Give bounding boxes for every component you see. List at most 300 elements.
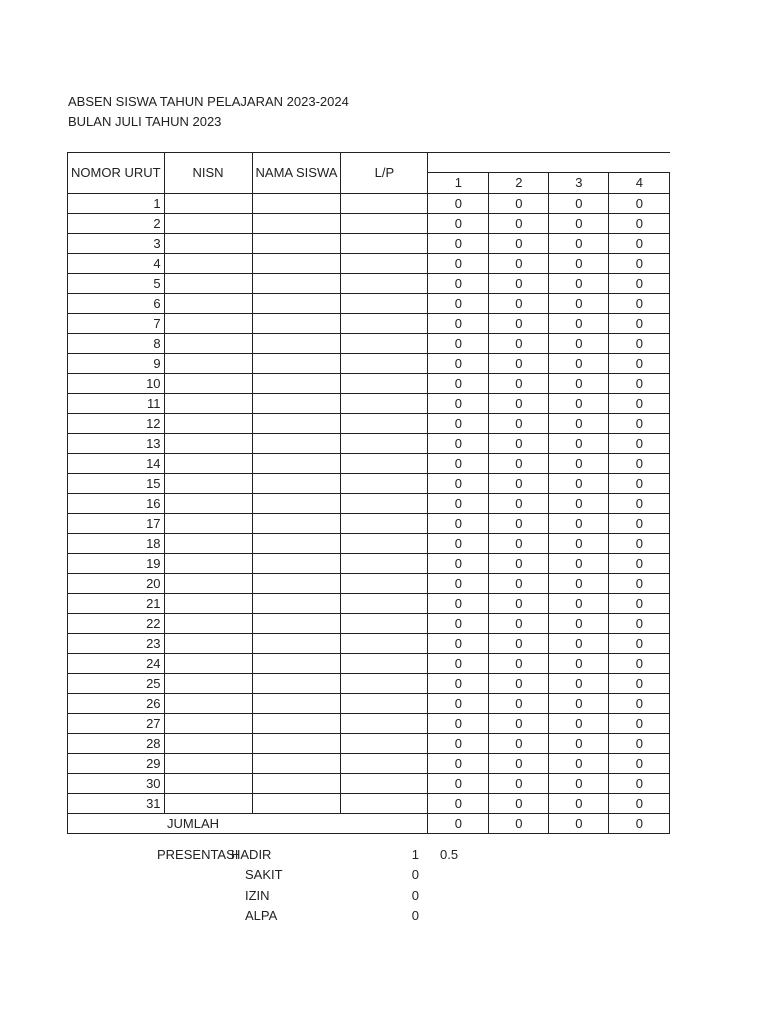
day-value-cell: 0 xyxy=(609,593,670,613)
day-value-cell: 0 xyxy=(609,193,670,213)
presentasi-label: PRESENTASI xyxy=(157,847,239,862)
lp-cell xyxy=(341,313,428,333)
table-row xyxy=(68,753,670,773)
nisn-cell xyxy=(164,613,252,633)
day-value-cell: 0 xyxy=(609,393,670,413)
day-value-cell: 0 xyxy=(609,213,670,233)
row-number: 8 xyxy=(68,333,165,353)
hadir-label: HADIR xyxy=(231,847,272,862)
day-value-cell: 0 xyxy=(428,353,489,373)
lp-cell xyxy=(341,453,428,473)
nama-siswa-cell xyxy=(252,473,341,493)
nama-siswa-cell xyxy=(252,513,341,533)
day-value-cell: 0 xyxy=(428,773,489,793)
nisn-cell xyxy=(164,293,252,313)
day-value-cell: 0 xyxy=(609,573,670,593)
lp-cell xyxy=(341,353,428,373)
table-row xyxy=(68,653,670,673)
nisn-cell xyxy=(164,533,252,553)
day-value-cell: 0 xyxy=(549,333,609,353)
lp-cell xyxy=(341,413,428,433)
nisn-cell xyxy=(164,673,252,693)
lp-cell xyxy=(341,373,428,393)
day-value-cell: 0 xyxy=(428,633,489,653)
row-number: 16 xyxy=(68,493,165,513)
day-value-cell: 0 xyxy=(549,533,609,553)
alpa-label: ALPA xyxy=(245,908,278,923)
nama-siswa-cell xyxy=(252,413,341,433)
day-value-cell: 0 xyxy=(549,633,609,653)
document-subtitle: BULAN JULI TAHUN 2023 xyxy=(68,114,222,129)
lp-cell xyxy=(341,333,428,353)
row-number: 20 xyxy=(68,573,165,593)
table-row xyxy=(68,573,670,593)
row-number: 27 xyxy=(68,713,165,733)
table-row xyxy=(68,373,670,393)
jumlah-row xyxy=(68,813,670,833)
day-value-cell: 0 xyxy=(609,693,670,713)
row-number: 28 xyxy=(68,733,165,753)
jumlah-spacer xyxy=(68,813,165,833)
table-row xyxy=(68,613,670,633)
table-row xyxy=(68,473,670,493)
table-row xyxy=(68,793,670,813)
table-row xyxy=(68,533,670,553)
day-value-cell: 0 xyxy=(428,733,489,753)
day-value-cell: 0 xyxy=(428,653,489,673)
document-title: ABSEN SISWA TAHUN PELAJARAN 2023-2024 xyxy=(68,94,349,109)
day-value-cell: 0 xyxy=(609,413,670,433)
day-value-cell: 0 xyxy=(609,673,670,693)
day-value-cell: 0 xyxy=(489,633,549,653)
day-value-cell: 0 xyxy=(549,353,609,373)
lp-cell xyxy=(341,213,428,233)
day-value-cell: 0 xyxy=(428,573,489,593)
day-value-cell: 0 xyxy=(489,313,549,333)
day-value-cell: 0 xyxy=(609,333,670,353)
row-number: 11 xyxy=(68,393,165,413)
nisn-cell xyxy=(164,593,252,613)
lp-cell xyxy=(341,613,428,633)
day-value-cell: 0 xyxy=(609,633,670,653)
day-value-cell: 0 xyxy=(428,393,489,413)
hadir-value: 1 xyxy=(411,847,419,862)
sakit-value: 0 xyxy=(411,867,419,882)
day-value-cell: 0 xyxy=(428,713,489,733)
lp-cell xyxy=(341,673,428,693)
lp-cell xyxy=(341,713,428,733)
day-value-cell: 0 xyxy=(428,433,489,453)
table-row xyxy=(68,233,670,253)
izin-value: 0 xyxy=(411,888,419,903)
lp-cell xyxy=(341,513,428,533)
row-number: 23 xyxy=(68,633,165,653)
nisn-cell xyxy=(164,633,252,653)
day-value-cell: 0 xyxy=(609,433,670,453)
day-value-cell: 0 xyxy=(609,273,670,293)
nisn-cell xyxy=(164,313,252,333)
nama-siswa-cell xyxy=(252,553,341,573)
row-number: 13 xyxy=(68,433,165,453)
day-value-cell: 0 xyxy=(489,253,549,273)
day-value-cell: 0 xyxy=(609,713,670,733)
day-value-cell: 0 xyxy=(549,613,609,633)
nisn-cell xyxy=(164,653,252,673)
day-value-cell: 0 xyxy=(549,213,609,233)
day-value-cell: 0 xyxy=(489,793,549,813)
day-value-cell: 0 xyxy=(428,313,489,333)
day-value-cell: 0 xyxy=(489,593,549,613)
jumlah-value: 0 xyxy=(428,813,489,833)
table-row xyxy=(68,633,670,653)
header-lp: L/P xyxy=(341,153,428,194)
day-value-cell: 0 xyxy=(489,753,549,773)
row-number: 22 xyxy=(68,613,165,633)
nisn-cell xyxy=(164,453,252,473)
day-value-cell: 0 xyxy=(489,453,549,473)
nisn-cell xyxy=(164,773,252,793)
day-value-cell: 0 xyxy=(609,233,670,253)
jumlah-value: 0 xyxy=(489,813,549,833)
sakit-label: SAKIT xyxy=(245,867,283,882)
day-value-cell: 0 xyxy=(489,533,549,553)
day-value-cell: 0 xyxy=(428,193,489,213)
row-number: 2 xyxy=(68,213,165,233)
table-row xyxy=(68,673,670,693)
nama-siswa-cell xyxy=(252,253,341,273)
nama-siswa-cell xyxy=(252,213,341,233)
day-value-cell: 0 xyxy=(549,713,609,733)
day-value-cell: 0 xyxy=(428,213,489,233)
nama-siswa-cell xyxy=(252,533,341,553)
nama-siswa-cell xyxy=(252,233,341,253)
nama-siswa-cell xyxy=(252,313,341,333)
header-nama-siswa: NAMA SISWA xyxy=(252,153,341,194)
day-value-cell: 0 xyxy=(428,253,489,273)
day-header: 3 xyxy=(549,173,609,193)
day-value-cell: 0 xyxy=(489,353,549,373)
day-value-cell: 0 xyxy=(549,773,609,793)
row-number: 24 xyxy=(68,653,165,673)
day-value-cell: 0 xyxy=(489,553,549,573)
day-value-cell: 0 xyxy=(549,473,609,493)
day-value-cell: 0 xyxy=(549,653,609,673)
day-value-cell: 0 xyxy=(549,293,609,313)
day-value-cell: 0 xyxy=(428,373,489,393)
day-value-cell: 0 xyxy=(428,613,489,633)
nama-siswa-cell xyxy=(252,733,341,753)
table-row xyxy=(68,733,670,753)
lp-cell xyxy=(341,733,428,753)
day-value-cell: 0 xyxy=(428,533,489,553)
row-number: 9 xyxy=(68,353,165,373)
day-value-cell: 0 xyxy=(428,553,489,573)
nama-siswa-cell xyxy=(252,673,341,693)
lp-cell xyxy=(341,593,428,613)
day-value-cell: 0 xyxy=(549,373,609,393)
nama-siswa-cell xyxy=(252,773,341,793)
nama-siswa-cell xyxy=(252,393,341,413)
nisn-cell xyxy=(164,473,252,493)
nisn-cell xyxy=(164,553,252,573)
day-value-cell: 0 xyxy=(489,213,549,233)
day-value-cell: 0 xyxy=(609,293,670,313)
day-value-cell: 0 xyxy=(549,573,609,593)
nisn-cell xyxy=(164,253,252,273)
day-value-cell: 0 xyxy=(428,693,489,713)
lp-cell xyxy=(341,533,428,553)
day-value-cell: 0 xyxy=(489,513,549,533)
day-value-cell: 0 xyxy=(549,593,609,613)
row-number: 18 xyxy=(68,533,165,553)
izin-label: IZIN xyxy=(245,888,270,903)
day-value-cell: 0 xyxy=(489,673,549,693)
nama-siswa-cell xyxy=(252,353,341,373)
nama-siswa-cell xyxy=(252,753,341,773)
nisn-cell xyxy=(164,713,252,733)
day-value-cell: 0 xyxy=(609,773,670,793)
lp-cell xyxy=(341,553,428,573)
lp-cell xyxy=(341,233,428,253)
table-row xyxy=(68,713,670,733)
day-value-cell: 0 xyxy=(609,653,670,673)
day-value-cell: 0 xyxy=(428,513,489,533)
lp-cell xyxy=(341,693,428,713)
day-value-cell: 0 xyxy=(549,253,609,273)
nisn-cell xyxy=(164,413,252,433)
day-value-cell: 0 xyxy=(549,453,609,473)
nisn-cell xyxy=(164,353,252,373)
day-value-cell: 0 xyxy=(489,613,549,633)
day-value-cell: 0 xyxy=(549,753,609,773)
day-value-cell: 0 xyxy=(609,253,670,273)
day-value-cell: 0 xyxy=(489,273,549,293)
nama-siswa-cell xyxy=(252,573,341,593)
row-number: 15 xyxy=(68,473,165,493)
table-row xyxy=(68,413,670,433)
day-value-cell: 0 xyxy=(489,373,549,393)
table-row xyxy=(68,453,670,473)
lp-cell xyxy=(341,473,428,493)
nama-siswa-cell xyxy=(252,593,341,613)
table-row xyxy=(68,353,670,373)
day-value-cell: 0 xyxy=(428,413,489,433)
day-value-cell: 0 xyxy=(609,533,670,553)
day-value-cell: 0 xyxy=(428,593,489,613)
nama-siswa-cell xyxy=(252,633,341,653)
row-number: 26 xyxy=(68,693,165,713)
row-number: 5 xyxy=(68,273,165,293)
lp-cell xyxy=(341,753,428,773)
table-row xyxy=(68,273,670,293)
row-number: 6 xyxy=(68,293,165,313)
day-value-cell: 0 xyxy=(549,393,609,413)
table-row xyxy=(68,593,670,613)
day-value-cell: 0 xyxy=(609,753,670,773)
day-value-cell: 0 xyxy=(428,273,489,293)
day-value-cell: 0 xyxy=(549,273,609,293)
day-value-cell: 0 xyxy=(489,393,549,413)
day-value-cell: 0 xyxy=(428,473,489,493)
nisn-cell xyxy=(164,753,252,773)
day-value-cell: 0 xyxy=(609,313,670,333)
row-number: 17 xyxy=(68,513,165,533)
row-number: 12 xyxy=(68,413,165,433)
day-value-cell: 0 xyxy=(549,673,609,693)
nisn-cell xyxy=(164,693,252,713)
day-value-cell: 0 xyxy=(489,653,549,673)
nama-siswa-cell xyxy=(252,493,341,513)
header-nisn: NISN xyxy=(164,153,252,194)
row-number: 4 xyxy=(68,253,165,273)
day-value-cell: 0 xyxy=(489,333,549,353)
lp-cell xyxy=(341,653,428,673)
row-number: 31 xyxy=(68,793,165,813)
day-value-cell: 0 xyxy=(549,413,609,433)
nisn-cell xyxy=(164,393,252,413)
day-value-cell: 0 xyxy=(549,433,609,453)
row-number: 10 xyxy=(68,373,165,393)
nama-siswa-cell xyxy=(252,453,341,473)
table-row xyxy=(68,493,670,513)
day-value-cell: 0 xyxy=(489,493,549,513)
table-row xyxy=(68,773,670,793)
lp-cell xyxy=(341,393,428,413)
lp-cell xyxy=(341,633,428,653)
day-value-cell: 0 xyxy=(549,493,609,513)
day-value-cell: 0 xyxy=(489,693,549,713)
nama-siswa-cell xyxy=(252,613,341,633)
lp-cell xyxy=(341,293,428,313)
row-number: 25 xyxy=(68,673,165,693)
day-value-cell: 0 xyxy=(549,193,609,213)
row-number: 1 xyxy=(68,193,165,213)
jumlah-value: 0 xyxy=(609,813,670,833)
day-value-cell: 0 xyxy=(609,613,670,633)
day-value-cell: 0 xyxy=(489,193,549,213)
table-row xyxy=(68,433,670,453)
nama-siswa-cell xyxy=(252,193,341,213)
day-value-cell: 0 xyxy=(609,453,670,473)
nisn-cell xyxy=(164,333,252,353)
jumlah-value: 0 xyxy=(549,813,609,833)
table-row xyxy=(68,333,670,353)
day-header: 1 xyxy=(428,173,489,193)
day-value-cell: 0 xyxy=(489,433,549,453)
nisn-cell xyxy=(164,373,252,393)
nama-siswa-cell xyxy=(252,373,341,393)
day-value-cell: 0 xyxy=(609,493,670,513)
jumlah-label: JUMLAH xyxy=(164,813,428,833)
lp-cell xyxy=(341,433,428,453)
nisn-cell xyxy=(164,273,252,293)
table-row xyxy=(68,393,670,413)
row-number: 3 xyxy=(68,233,165,253)
day-value-cell: 0 xyxy=(489,233,549,253)
day-value-cell: 0 xyxy=(609,353,670,373)
table-row xyxy=(68,693,670,713)
day-header: 4 xyxy=(609,173,670,193)
day-value-cell: 0 xyxy=(428,333,489,353)
nisn-cell xyxy=(164,213,252,233)
day-value-cell: 0 xyxy=(428,233,489,253)
nama-siswa-cell xyxy=(252,693,341,713)
nama-siswa-cell xyxy=(252,793,341,813)
nama-siswa-cell xyxy=(252,273,341,293)
day-value-cell: 0 xyxy=(489,413,549,433)
nama-siswa-cell xyxy=(252,653,341,673)
day-value-cell: 0 xyxy=(489,573,549,593)
lp-cell xyxy=(341,773,428,793)
table-row xyxy=(68,193,670,213)
day-value-cell: 0 xyxy=(609,473,670,493)
day-value-cell: 0 xyxy=(549,693,609,713)
nisn-cell xyxy=(164,493,252,513)
row-number: 7 xyxy=(68,313,165,333)
table-row xyxy=(68,293,670,313)
lp-cell xyxy=(341,253,428,273)
table-row xyxy=(68,313,670,333)
day-value-cell: 0 xyxy=(428,793,489,813)
hadir-extra-value: 0.5 xyxy=(440,847,459,862)
row-number: 29 xyxy=(68,753,165,773)
row-number: 14 xyxy=(68,453,165,473)
day-value-cell: 0 xyxy=(609,373,670,393)
lp-cell xyxy=(341,573,428,593)
day-value-cell: 0 xyxy=(428,673,489,693)
nisn-cell xyxy=(164,793,252,813)
nisn-cell xyxy=(164,733,252,753)
table-row xyxy=(68,213,670,233)
lp-cell xyxy=(341,793,428,813)
lp-cell xyxy=(341,493,428,513)
day-value-cell: 0 xyxy=(609,733,670,753)
nisn-cell xyxy=(164,573,252,593)
table-row xyxy=(68,253,670,273)
row-number: 30 xyxy=(68,773,165,793)
day-value-cell: 0 xyxy=(428,753,489,773)
alpa-value: 0 xyxy=(411,908,419,923)
nama-siswa-cell xyxy=(252,333,341,353)
nisn-cell xyxy=(164,513,252,533)
day-value-cell: 0 xyxy=(489,733,549,753)
day-value-cell: 0 xyxy=(489,713,549,733)
attendance-table xyxy=(67,152,670,834)
header-days-group xyxy=(428,153,670,173)
day-value-cell: 0 xyxy=(489,293,549,313)
nama-siswa-cell xyxy=(252,433,341,453)
nama-siswa-cell xyxy=(252,713,341,733)
table-row xyxy=(68,513,670,533)
row-number: 19 xyxy=(68,553,165,573)
day-value-cell: 0 xyxy=(428,453,489,473)
day-value-cell: 0 xyxy=(549,313,609,333)
day-value-cell: 0 xyxy=(489,473,549,493)
header-nomor-urut: NOMOR URUT xyxy=(68,153,165,194)
nama-siswa-cell xyxy=(252,293,341,313)
lp-cell xyxy=(341,273,428,293)
nisn-cell xyxy=(164,193,252,213)
row-number: 21 xyxy=(68,593,165,613)
day-header: 2 xyxy=(489,173,549,193)
day-value-cell: 0 xyxy=(609,793,670,813)
day-value-cell: 0 xyxy=(609,553,670,573)
nisn-cell xyxy=(164,433,252,453)
table-row xyxy=(68,553,670,573)
day-value-cell: 0 xyxy=(609,513,670,533)
day-value-cell: 0 xyxy=(549,513,609,533)
nisn-cell xyxy=(164,233,252,253)
